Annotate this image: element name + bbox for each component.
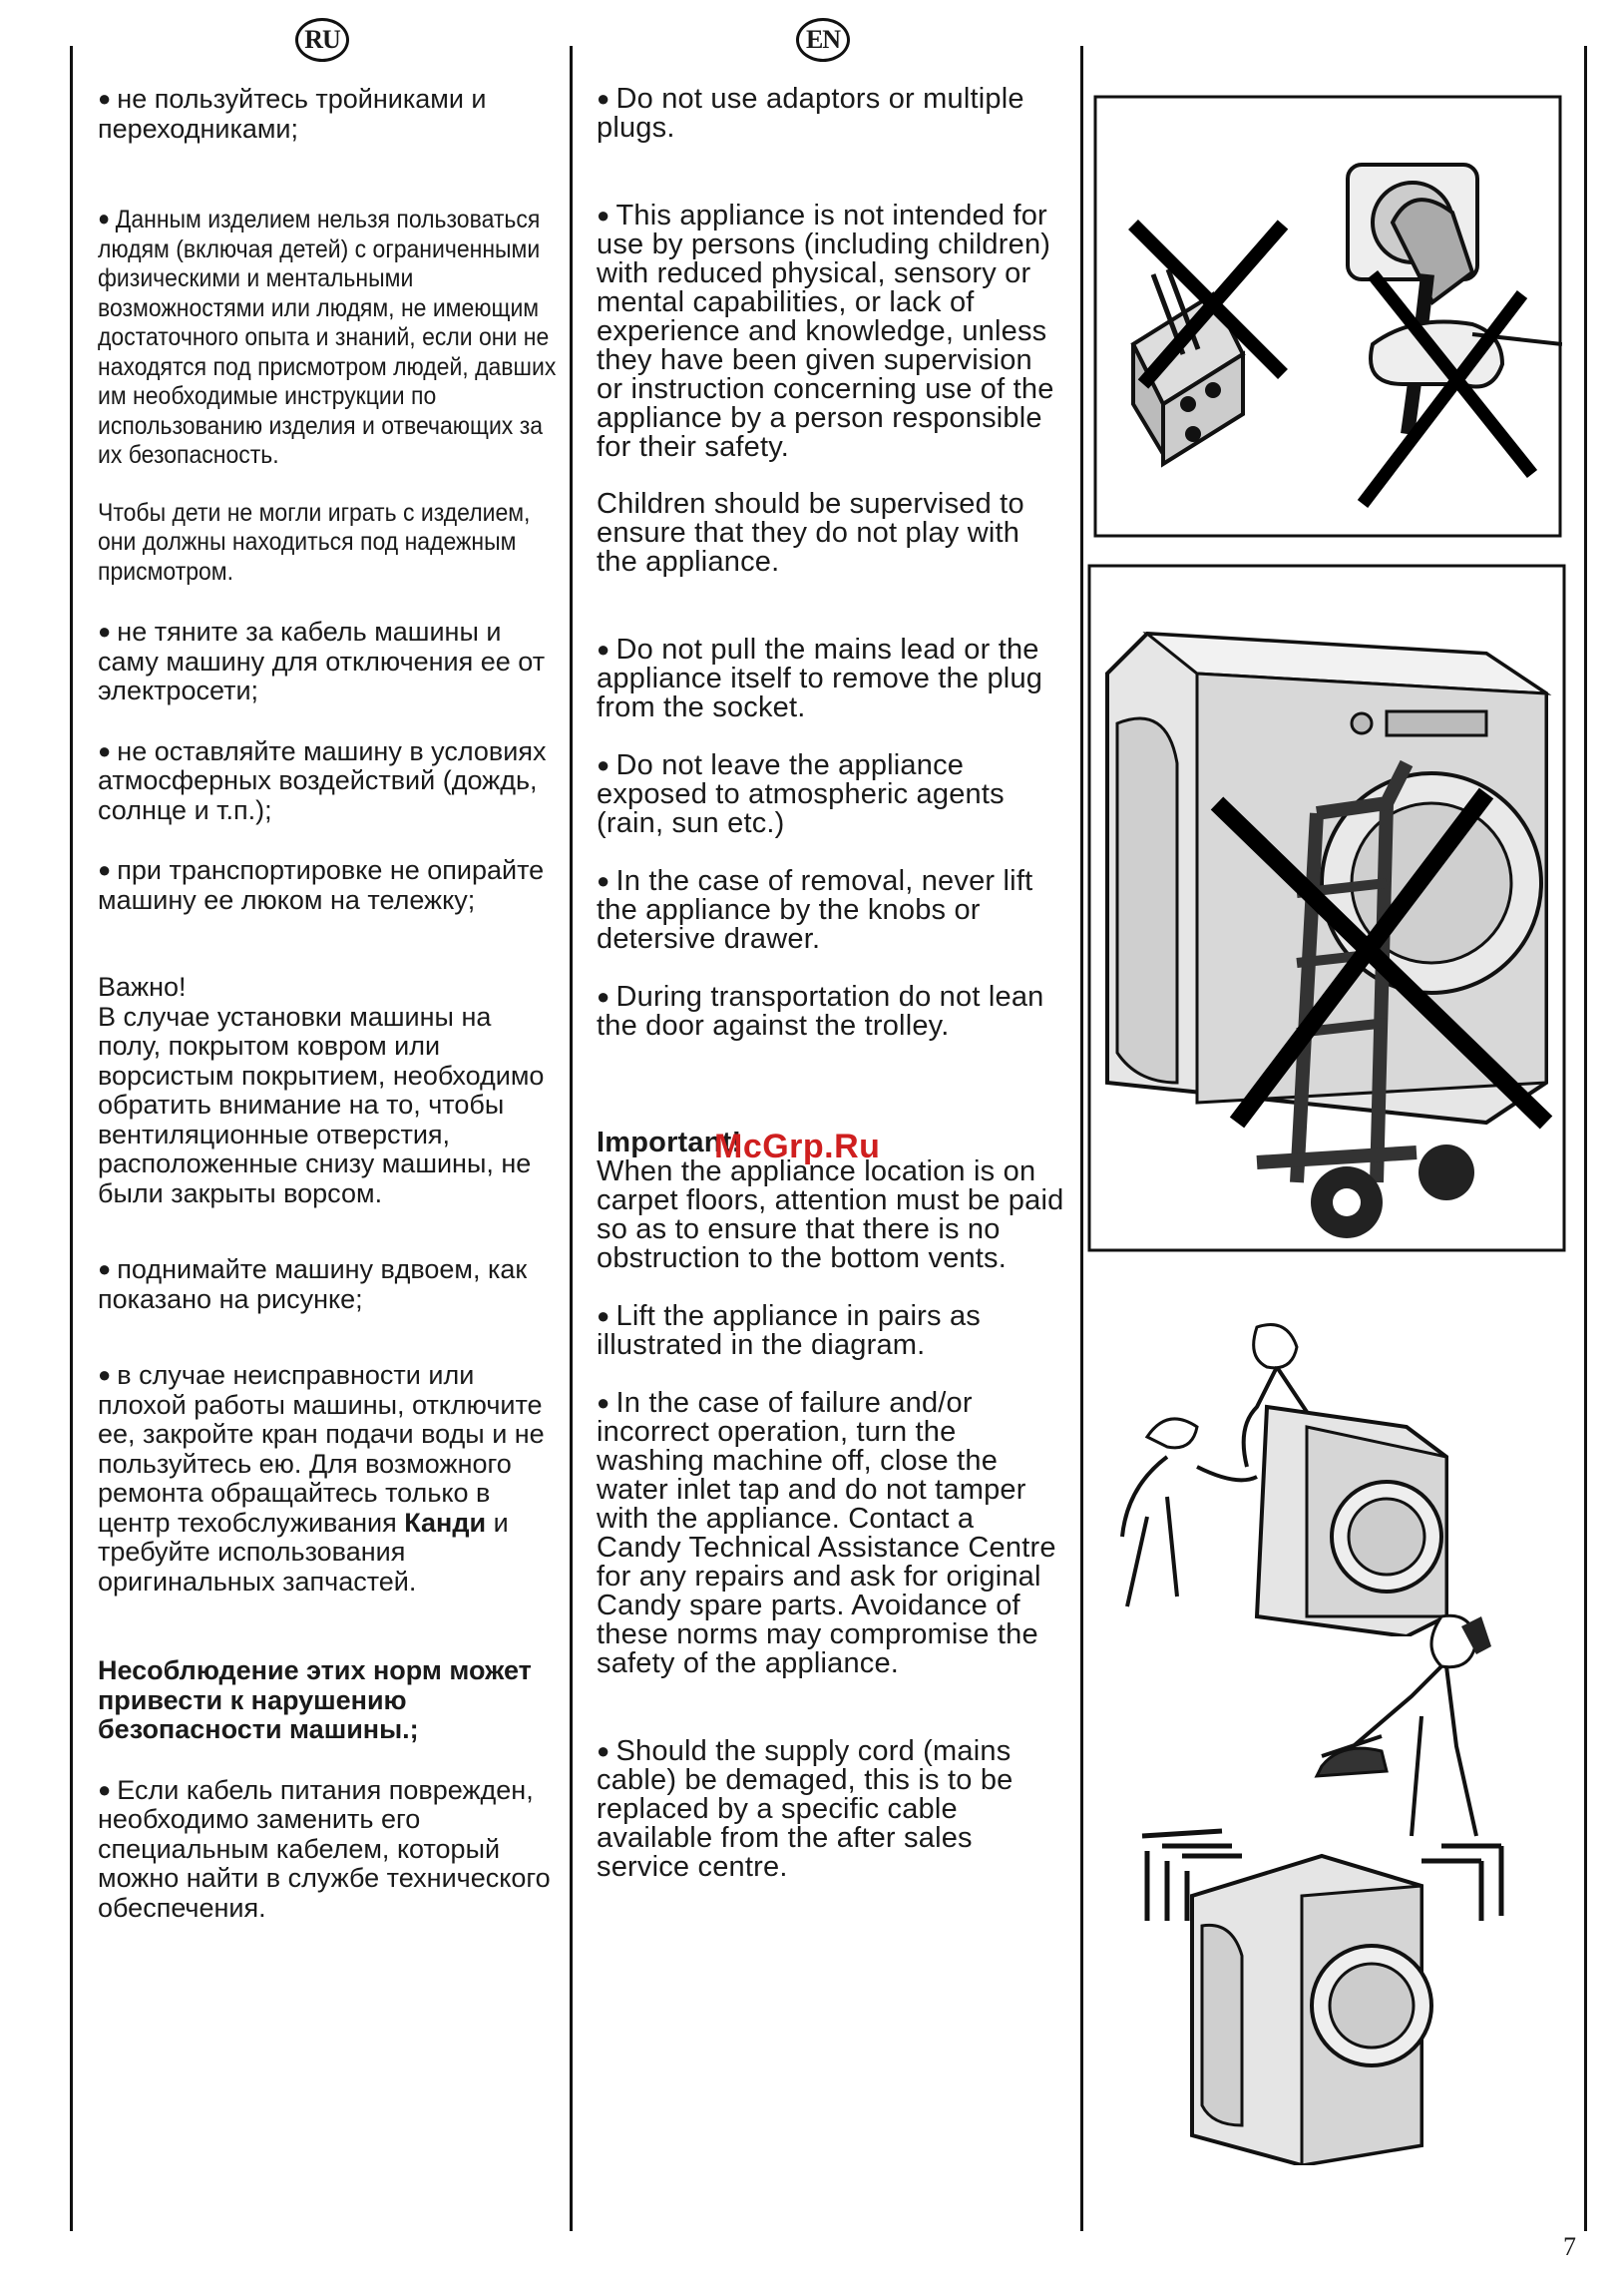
ru-bullet-failure: ● в случае неисправности или плохой работы машины, отключите ее, закройте кран подачи воды и не пользуйтесь ею. Для возможного ремонта обращайтесь только в центр техобслуживания Канди и требуйте использования оригинальных запчастей. [98, 1360, 545, 1597]
en-bullet-lift-pairs: ● Lift the appliance in pairs as illustrated in the diagram. [597, 1300, 981, 1361]
column-divider [1080, 46, 1083, 2231]
left-margin-rule [70, 46, 73, 2231]
figure-no-adaptors [1093, 95, 1562, 544]
en-bullet-failure: ● In the case of failure and/or incorrect operation, turn the washing machine off, close the water inlet tap and do not tamper with the appliance. Contact a Candy Technical Assistance Centre for any repairs and ask for original Candy spare parts. Avoidance of these norms may compromise the safety of the appliance. [597, 1387, 1056, 1679]
ru-warning: Несоблюдение этих норм может привести к нарушению безопасности машины.; [98, 1655, 532, 1744]
english-column [597, 84, 1065, 1882]
brand-name: Канди [404, 1507, 487, 1538]
ru-bullet-supply-cord: ● Если кабель питания поврежден, необходимо заменить его специальным кабелем, который можно найти в службе технического обеспечения. [98, 1774, 551, 1923]
en-important-title: Important! [597, 1127, 742, 1158]
column-divider [570, 46, 573, 2231]
ru-bullet-transport: ● при транспортировке не опирайте машину ее люком на тележку; [98, 855, 545, 915]
ru-important-text: В случае установки машины на полу, покрытом ковром или ворсистым покрытием, необходимо обратить внимание на то, чтобы вентиляционные отверстия, расположенные снизу машины, не были закрыты ворсом. [98, 1001, 545, 1208]
en-important-text: When the appliance location is on carpet floors, attention must be paid so as to ensure that there is no obstruction to the bottom vents. [597, 1155, 1064, 1274]
ru-bullet-cable: ● не тяните за кабель машины и саму машину для отключения ее от электросети; [98, 617, 546, 705]
lang-badge-ru: RU [295, 18, 349, 62]
en-bullet-mains-lead: ● Do not pull the mains lead or the appliance itself to remove the plug from the socket. [597, 634, 1043, 723]
ru-children: Чтобы дети не могли играть с изделием, они должны находиться под надежным присмотром. [98, 498, 531, 586]
ru-bullet-weather: ● не оставляйте машину в условиях атмосферных воздействий (дождь, солнце и т.п.); [98, 735, 547, 825]
russian-column [98, 84, 557, 1923]
en-bullet-supply-cord: ● Should the supply cord (mains cable) be demaged, this is to be replaced by a specific cable available from the after sales service centre. [597, 1735, 1014, 1883]
en-bullet-persons: ● This appliance is not intended for use by persons (including children) with reduced physical, sensory or mental capabilities, or lack of experience and knowledge, unless they have been given supervision or instruction concerning use of the appliance by a person responsible for their safety. [597, 200, 1054, 463]
right-margin-rule [1584, 46, 1587, 2231]
watermark: McGrp.Ru [714, 1128, 881, 1165]
figure-service-call [1122, 1606, 1551, 2165]
en-bullet-transportation: ● During transportation do not lean the door against the trolley. [597, 981, 1044, 1042]
en-bullet-adaptors: ● Do not use adaptors or multiple plugs. [597, 83, 1024, 144]
ru-important-title: Важно! [98, 972, 187, 1002]
ru-bullet-persons: ● Данным изделием нельзя пользоваться людям (включая детей) с ограниченными физическими и ментальными возможностями или людям, не имеющим достаточного опыта и знаний, если они не находятся под присмотром людей, давших им необходимые инструкции по использованию изделия и отвечающих за их безопасность. [98, 206, 557, 469]
en-children: Children should be supervised to ensure that they do not play with the appliance. [597, 488, 1024, 578]
figure-lift-in-pairs [1107, 1317, 1506, 1636]
ru-bullet-lift: ● поднимайте машину вдвоем, как показано на рисунке; [98, 1254, 528, 1314]
en-bullet-removal: ● In the case of removal, never lift the appliance by the knobs or detersive drawer. [597, 865, 1033, 955]
en-bullet-atmospheric: ● Do not leave the appliance exposed to atmospheric agents (rain, sun etc.) [597, 749, 1005, 839]
lang-badge-en: EN [796, 18, 850, 62]
figure-trolley-crossed [1087, 564, 1566, 1252]
page-number: 7 [1563, 2232, 1576, 2261]
ru-bullet-adaptors: ● не пользуйтесь тройниками и переходниками; [98, 84, 487, 144]
